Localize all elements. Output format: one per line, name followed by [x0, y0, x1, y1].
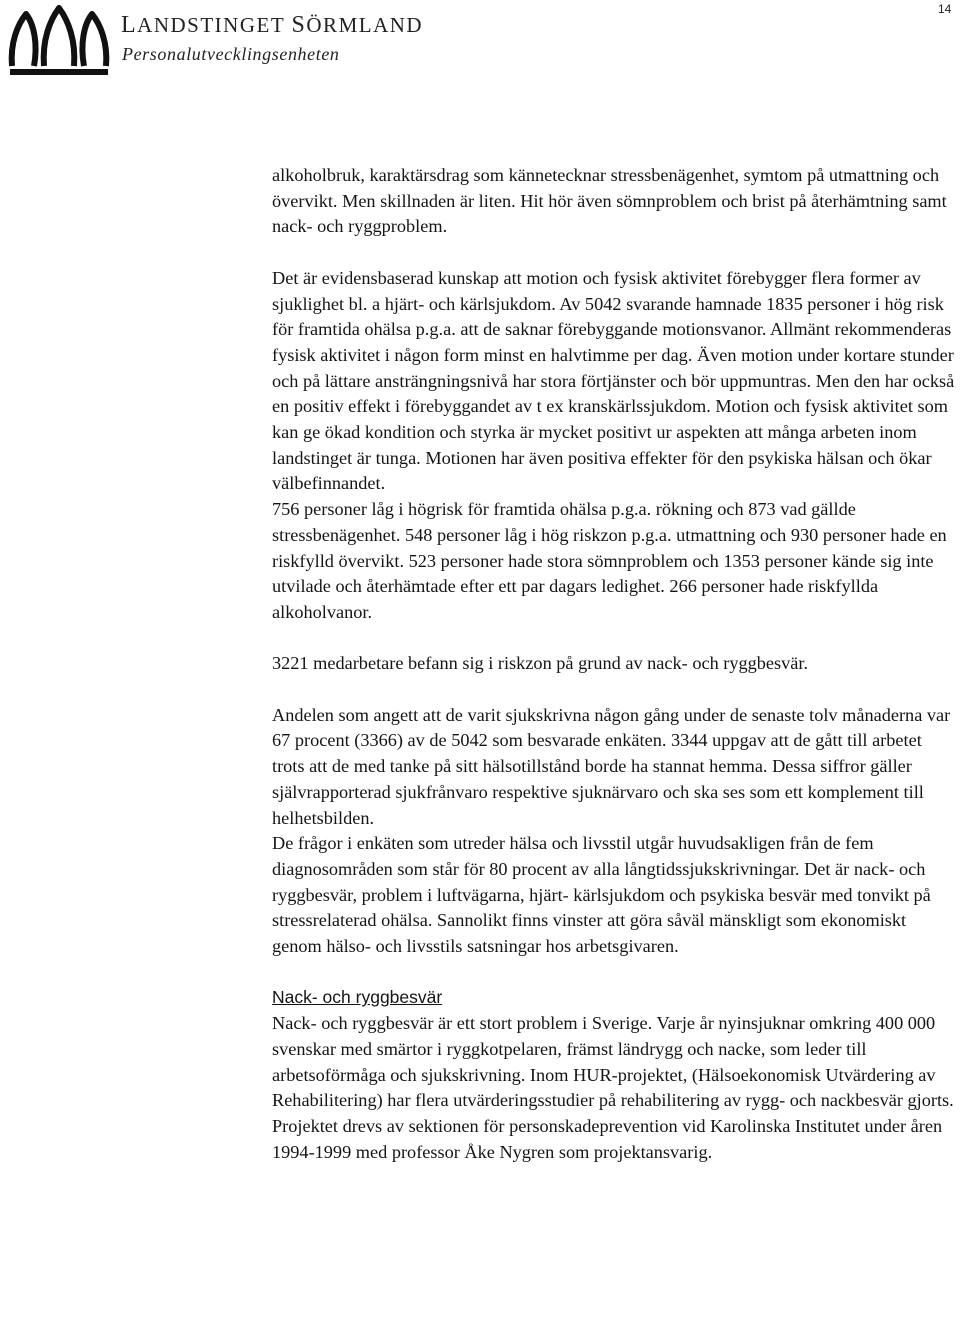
page-number: 14: [938, 2, 952, 16]
document-body: [272, 163, 956, 1165]
landsting-crown-logo-icon: [4, 2, 114, 80]
body-paragraph: Det är evidensbaserad kunskap att motion och fysisk aktivitet förebygger flera former av sjuklighet bl. a hjärt- och kärlsjukdom. Av 5042 svarande hamnade 1835 personer i hög risk för framtida ohälsa p.g.a. att de saknar förebyggande motionsvanor. Allmänt rekommenderas fysisk aktivitet i någon form minst en halvtimme per dag. Även motion under kortare stunder och på lättare ansträngningsnivå har stora förtjänster och bör uppmuntras. Men den har också en positiv effekt i förebyggandet av t ex kranskärlssjukdom. Motion och fysisk aktivitet som kan ge ökad kondition och styrka är mycket positivt ur aspekten att många arbeten inom landstinget är tunga. Motionen har även positiva effekter för den psykiska hälsan och ökar välbefinnandet.: [272, 267, 955, 494]
unit-name: Personalutvecklingsenheten: [122, 44, 340, 64]
body-paragraph: alkoholbruk, karaktärsdrag som kännetecknar stressbenägenhet, symtom på utmattning och övervikt. Men skillnaden är liten. Hit hör även sömnproblem och brist på återhämtning samt nack- och ryggproblem.: [272, 165, 947, 237]
organization-name: LANDSTINGET SÖRMLAND: [121, 12, 424, 38]
body-paragraph: 756 personer låg i högrisk för framtida ohälsa p.g.a. rökning och 873 vad gällde stressbenägenhet. 548 personer låg i hög riskzon p.g.a. utmattning och 930 personer hade en riskfylld övervikt. 523 personer hade stora sömnproblem och 1353 personer kände sig inte utvilade och återhämtade efter ett par dagars ledighet. 266 personer hade riskfyllda alkoholvanor.: [272, 499, 947, 622]
section-heading: Nack- och ryggbesvär: [272, 987, 443, 1008]
body-paragraph: 3221 medarbetare befann sig i riskzon på grund av nack- och ryggbesvär.: [272, 653, 809, 674]
section-paragraph: Nack- och ryggbesvär är ett stort problem i Sverige. Varje år nyinsjuknar omkring 400 000 svenskar med smärtor i ryggkotpelaren, främst ländrygg och nacke, som leder till arbetsoförmåga och sjukskrivning. Inom HUR-projektet, (Hälsoekonomisk Utvärdering av Rehabilitering) har flera utvärderingsstudier på rehabilitering av rygg- och nackbesvär gjorts. Projektet drevs av sektionen för personskadeprevention vid Karolinska Institutet under åren 1994-1999 med professor Åke Nygren som projektansvarig.: [272, 1013, 954, 1162]
body-paragraph: De frågor i enkäten som utreder hälsa och livsstil utgår huvudsakligen från de fem diagnosområden som står för 80 procent av alla långtidssjukskrivningar. Det är nack- och ryggbesvär, problem i luftvägarna, hjärt- kärlsjukdom och psykiska besvär med tonvikt på stressrelaterad ohälsa. Sannolikt finns vinster att göra såväl mänskligt som ekonomiskt genom hälso- och livsstils satsningar hos arbetsgivaren.: [272, 833, 931, 957]
body-paragraph: Andelen som angett att de varit sjukskrivna någon gång under de senaste tolv månaderna var 67 procent (3366) av de 5042 som besvarade enkäten. 3344 uppgav att de gått till arbetet trots att de med tanke på sitt hälsotillstånd borde ha stannat hemma. Dessa siffror gäller självrapporterad sjukfrånvaro respektive sjuknärvaro och ska ses som ett komplement till helhetsbilden.: [272, 704, 951, 828]
